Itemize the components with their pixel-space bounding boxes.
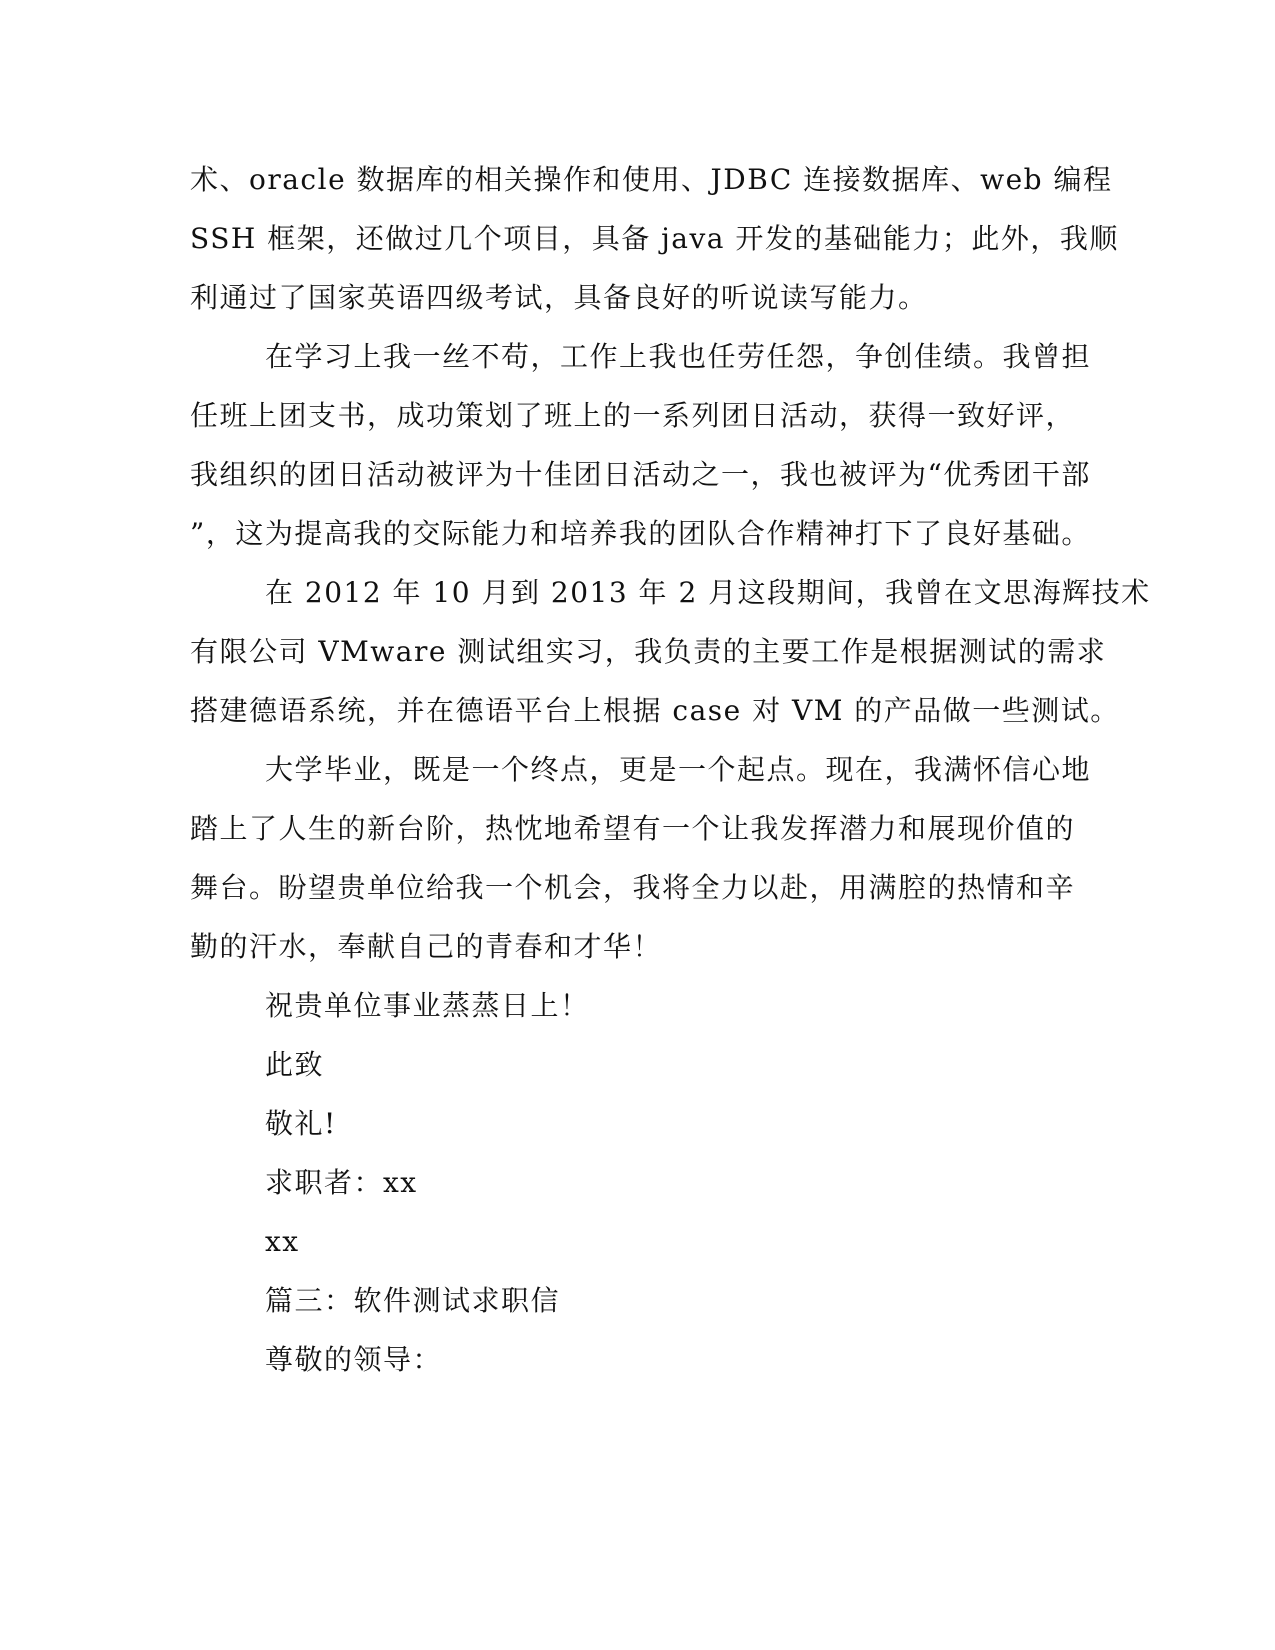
text-line-12: 踏上了人生的新台阶，热忱地希望有一个让我发挥潜力和展现价值的 [190, 812, 1076, 845]
paragraph-start-2: 在学习上我一丝不苟，工作上我也任劳任怨，争创佳绩。我曾担 [265, 340, 1092, 373]
text-line-7: ”，这为提高我的交际能力和培养我的团队合作精神打下了良好基础。 [190, 517, 1091, 550]
paragraph-start-3: 在 2012 年 10 月到 2013 年 2 月这段期间，我曾在文思海辉技术 [265, 576, 1151, 609]
signature-date: xx [265, 1225, 300, 1258]
text-line-14: 勤的汗水，奉献自己的青春和才华！ [190, 930, 663, 963]
closing-wish: 祝贵单位事业蒸蒸日上！ [265, 989, 590, 1022]
text-line-2: SSH 框架，还做过几个项目，具备 java 开发的基础能力；此外，我顺 [190, 222, 1119, 255]
text-line-5: 任班上团支书，成功策划了班上的一系列团日活动，获得一致好评， [190, 399, 1076, 432]
closing-salutation: 此致 [265, 1048, 325, 1081]
closing-regards: 敬礼! [265, 1107, 337, 1140]
paragraph-start-4: 大学毕业，既是一个终点，更是一个起点。现在，我满怀信心地 [265, 753, 1092, 786]
text-line-3: 利通过了国家英语四级考试，具备良好的听说读写能力。 [190, 281, 928, 314]
text-line-9: 有限公司 VMware 测试组实习，我负责的主要工作是根据测试的需求 [190, 635, 1107, 668]
greeting-line: 尊敬的领导： [265, 1343, 443, 1376]
text-line-13: 舞台。盼望贵单位给我一个机会，我将全力以赴，用满腔的热情和辛 [190, 871, 1076, 904]
applicant-signature: 求职者：xx [265, 1166, 418, 1199]
text-line-10: 搭建德语系统，并在德语平台上根据 case 对 VM 的产品做一些测试。 [190, 694, 1120, 727]
section-heading: 篇三：软件测试求职信 [265, 1284, 561, 1317]
text-line-6: 我组织的团日活动被评为十佳团日活动之一，我也被评为“优秀团干部 [190, 458, 1091, 491]
text-line-1: 术、oracle 数据库的相关操作和使用、JDBC 连接数据库、web 编程 [190, 163, 1113, 196]
